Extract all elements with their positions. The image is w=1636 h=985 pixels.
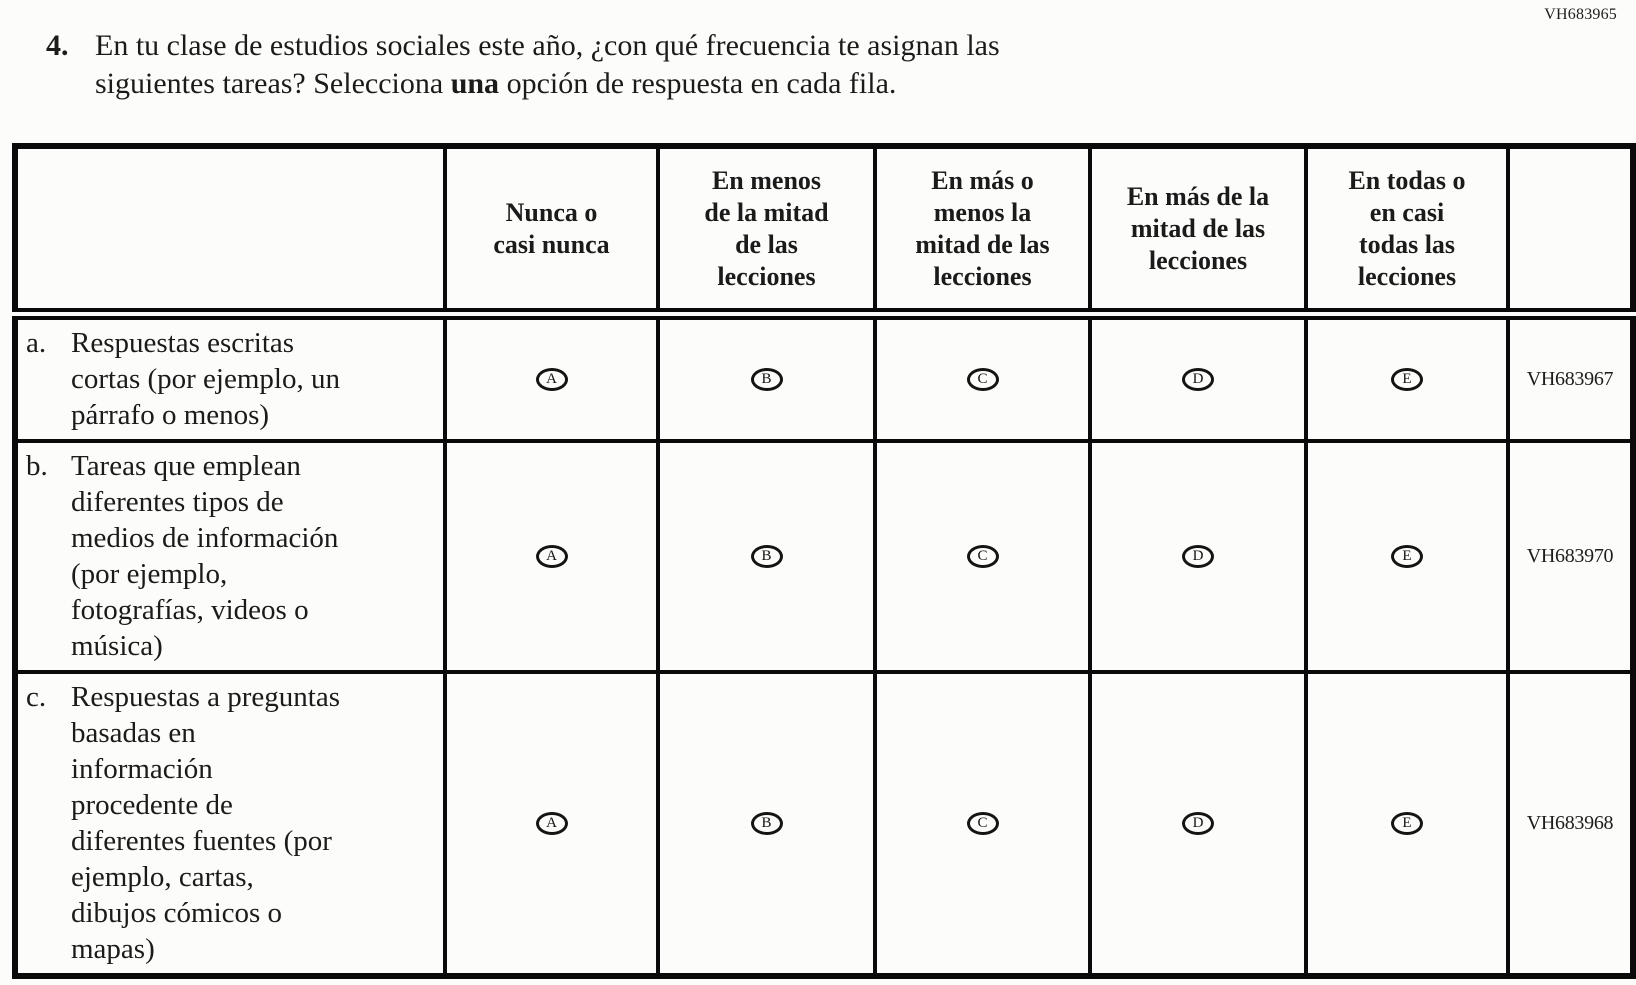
header-empty-item: [15, 146, 445, 314]
option-cell: [1090, 672, 1306, 976]
answer-bubble-a-C[interactable]: [967, 368, 999, 391]
item-code: VH683967: [1508, 314, 1633, 441]
table-row-a: [15, 314, 1633, 441]
question-emphasis: una: [450, 67, 500, 100]
bubble-letter: E: [1402, 548, 1412, 564]
column-header-label: En menos de la mitad de las lecciones: [704, 165, 829, 291]
item-label: b.: [26, 450, 48, 482]
bubble-letter: C: [977, 815, 988, 831]
item-code: VH683968: [1508, 672, 1633, 976]
answer-bubble-a-A[interactable]: [536, 368, 568, 391]
item-text: Tareas que emplean diferentes tipos de medios de información (por ejemplo, fotografías, videos o música): [71, 450, 339, 662]
bubble-letter: A: [546, 815, 557, 831]
table-row-b: [15, 441, 1633, 672]
option-cell: [1306, 672, 1508, 976]
bubble-letter: D: [1192, 815, 1204, 831]
option-cell: [1090, 314, 1306, 441]
header-empty-code: [1508, 146, 1633, 314]
column-header-todas: [1306, 146, 1508, 314]
bubble-letter: E: [1402, 815, 1412, 831]
question: [46, 27, 1000, 103]
answer-bubble-c-E[interactable]: [1391, 812, 1423, 835]
option-cell: [875, 441, 1090, 672]
bubble-letter: B: [761, 815, 772, 831]
option-cell: [445, 314, 658, 441]
option-cell: [875, 672, 1090, 976]
item-label: a.: [26, 327, 47, 359]
column-header-label: En más de la mitad de las lecciones: [1126, 181, 1270, 275]
item-text: Respuestas escritas cortas (por ejemplo, un párrafo o menos): [71, 327, 340, 431]
bubble-letter: D: [1192, 371, 1204, 387]
answer-bubble-b-A[interactable]: [536, 545, 568, 568]
answer-bubble-b-C[interactable]: [967, 545, 999, 568]
column-header-nunca: [445, 146, 658, 314]
answer-bubble-a-D[interactable]: [1182, 368, 1214, 391]
column-header-menos-mitad: [658, 146, 875, 314]
answer-bubble-b-B[interactable]: [751, 545, 783, 568]
bubble-letter: C: [977, 548, 988, 564]
item-text: Respuestas a preguntas basadas en información procedente de diferentes fuentes (por ejemplo, cartas, dibujos cómicos o mapas): [71, 681, 340, 965]
question-number: 4.: [46, 29, 69, 62]
item-label: c.: [26, 681, 47, 713]
answer-bubble-b-E[interactable]: [1391, 545, 1423, 568]
answer-bubble-b-D[interactable]: [1182, 545, 1214, 568]
question-line-1: En tu clase de estudios sociales este año, ¿con qué frecuencia te asignan las: [95, 29, 1000, 62]
table-row-c: [15, 672, 1633, 976]
item-cell-a: [15, 314, 445, 441]
option-cell: [445, 441, 658, 672]
answer-bubble-a-E[interactable]: [1391, 368, 1423, 391]
header-row: [15, 146, 1633, 314]
option-cell: [1306, 441, 1508, 672]
item-code: VH683970: [1508, 441, 1633, 672]
question-line-2-cont: opción de respuesta en cada fila.: [499, 67, 897, 100]
column-header-label: En más o menos la mitad de las lecciones: [915, 165, 1050, 291]
bubble-letter: C: [977, 371, 988, 387]
column-header-label: En todas o en casi todas las lecciones: [1348, 165, 1466, 291]
bubble-letter: E: [1402, 371, 1412, 387]
bubble-letter: B: [761, 371, 772, 387]
column-header-mas-mitad: [1090, 146, 1306, 314]
page-code: VH683965: [1544, 6, 1617, 23]
option-cell: [1306, 314, 1508, 441]
answer-bubble-a-B[interactable]: [751, 368, 783, 391]
item-cell-c: [15, 672, 445, 976]
answer-bubble-c-B[interactable]: [751, 812, 783, 835]
frequency-table: [12, 143, 1636, 979]
bubble-letter: D: [1192, 548, 1204, 564]
item-cell-b: [15, 441, 445, 672]
option-cell: [658, 441, 875, 672]
option-cell: [658, 314, 875, 441]
answer-bubble-c-D[interactable]: [1182, 812, 1214, 835]
answer-bubble-c-C[interactable]: [967, 812, 999, 835]
question-line-2: siguientes tareas? Selecciona: [95, 67, 451, 100]
option-cell: [658, 672, 875, 976]
bubble-letter: A: [546, 548, 557, 564]
option-cell: [875, 314, 1090, 441]
column-header-label: Nunca o casi nunca: [493, 197, 610, 259]
question-text: [95, 27, 1000, 103]
bubble-letter: B: [761, 548, 772, 564]
column-header-mas-menos-mitad: [875, 146, 1090, 314]
bubble-letter: A: [546, 371, 557, 387]
option-cell: [1090, 441, 1306, 672]
option-cell: [445, 672, 658, 976]
answer-bubble-c-A[interactable]: [536, 812, 568, 835]
